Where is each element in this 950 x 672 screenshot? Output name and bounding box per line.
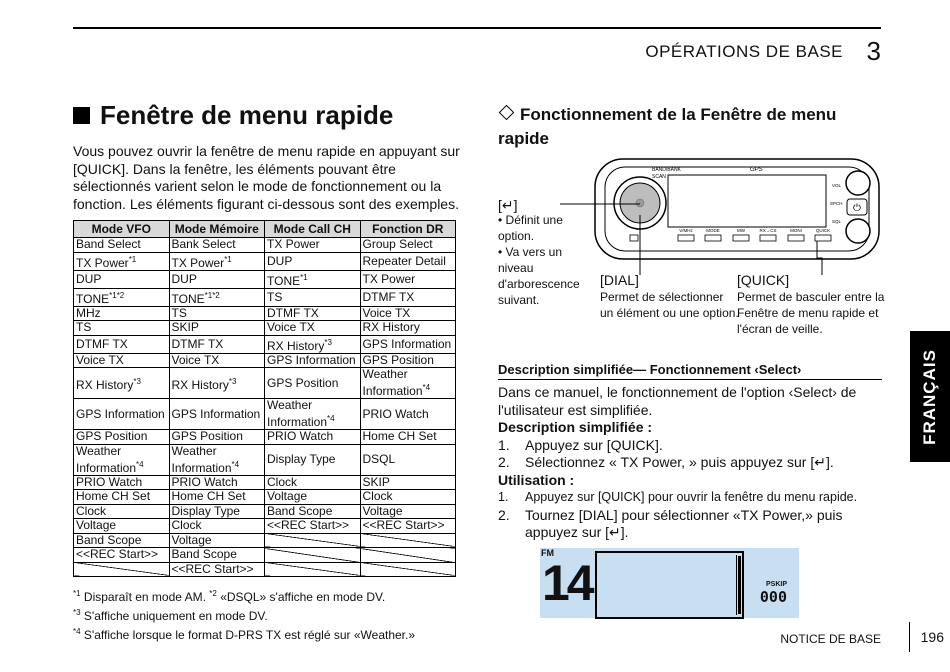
enter-key-description xyxy=(498,212,598,308)
vol-label: VOL xyxy=(832,183,842,188)
key-label: MODE xyxy=(706,228,720,233)
table-cell: Home CH Set xyxy=(169,490,265,505)
table-cell: TX Power$^{*1}$ xyxy=(74,252,170,270)
language-tab: FRANÇAIS xyxy=(910,331,950,462)
page-number: 196 xyxy=(920,629,944,645)
table-cell: GPS Position xyxy=(169,430,265,445)
table-cell: RX History$^{*3}$ xyxy=(265,335,361,353)
table-cell: Display Type xyxy=(169,504,265,519)
footer-manual-name: NOTICE DE BASE xyxy=(780,632,881,646)
band-bank-label: BAND/BANK xyxy=(652,167,681,173)
table-cell: Band Scope xyxy=(169,548,265,563)
table-cell: DUP xyxy=(169,270,265,288)
table-cell: Voice TX xyxy=(74,353,170,368)
section-heading-text: Fonctionnement de la Fenêtre de menu rapide xyxy=(498,105,837,148)
table-cell: RX History$^{*3}$ xyxy=(169,368,265,399)
table-row xyxy=(74,475,456,490)
table-cell: GPS Position xyxy=(265,368,361,399)
table-cell: MHz xyxy=(74,306,170,321)
table-cell: Voice TX xyxy=(169,353,265,368)
diamond-bullet-icon xyxy=(499,105,515,121)
footnote: $^{*1}$ Disparaît en mode AM. $^{*2}$ «DSQL» s'affiche en mode DV. xyxy=(73,589,386,604)
table-cell xyxy=(265,562,361,577)
column-header: Mode VFO xyxy=(74,221,170,238)
front-key[interactable] xyxy=(678,235,694,241)
table-cell: Voltage xyxy=(74,519,170,534)
table-row xyxy=(74,335,456,353)
channel-number: 000 xyxy=(759,588,787,606)
table-cell: $TONE^{*1*2}$ xyxy=(169,288,265,306)
usage-title: Utilisation : xyxy=(498,471,575,488)
list-item: 1. Appuyez sur [QUICK]. xyxy=(498,436,663,453)
table-cell: DUP xyxy=(265,252,361,270)
table-cell: DSQL xyxy=(360,444,456,475)
table-cell xyxy=(360,548,456,563)
radio-display xyxy=(668,175,826,227)
quick-menu-window xyxy=(595,551,744,619)
table-row xyxy=(74,288,456,306)
table-cell xyxy=(265,533,361,548)
table-cell: <<REC Start>> xyxy=(169,562,265,577)
table-cell: Repeater Detail xyxy=(360,252,456,270)
table-cell: <<REC Start>> xyxy=(74,548,170,563)
sql-label: SQL xyxy=(832,219,842,224)
table-cell: TONE$^{*1}$ xyxy=(265,270,361,288)
table-cell: GPS Information xyxy=(169,399,265,430)
key-label: MW xyxy=(737,228,745,233)
table-header-row xyxy=(74,221,456,238)
menu-items-table xyxy=(73,220,456,577)
list-item: 2. Sélectionnez « TX Power, » puis appuyez sur [↵]. xyxy=(498,454,834,470)
table-cell: TX Power xyxy=(360,270,456,288)
table-cell: GPS Information xyxy=(360,335,456,353)
table-cell xyxy=(360,533,456,548)
description-title: Description simplifiée : xyxy=(498,419,653,435)
vol-knob[interactable] xyxy=(846,171,870,195)
table-cell: PRIO Watch xyxy=(169,475,265,490)
column-header: Fonction DR xyxy=(360,221,456,238)
key-label: MONI xyxy=(790,228,802,233)
table-row xyxy=(74,368,456,399)
table-cell: DUP xyxy=(74,270,170,288)
table-cell: Display Type xyxy=(265,444,361,475)
sql-knob[interactable] xyxy=(846,219,870,243)
table-row xyxy=(74,519,456,534)
table-cell: Home CH Set xyxy=(360,430,456,445)
table-cell: TS xyxy=(265,288,361,306)
front-key[interactable] xyxy=(788,235,804,241)
table-cell: <<REC Start>> xyxy=(360,519,456,534)
enter-button[interactable] xyxy=(636,199,644,207)
table-cell: Band Select xyxy=(74,238,170,253)
table-cell: Voltage xyxy=(169,533,265,548)
table-row xyxy=(74,444,456,475)
footnotes xyxy=(73,586,415,643)
table-cell: DTMF TX xyxy=(74,335,170,353)
table-cell: Voltage xyxy=(265,490,361,505)
table-cell: RX History xyxy=(360,321,456,336)
pskip-indicator: PSKIP xyxy=(765,581,787,588)
table-row xyxy=(74,252,456,270)
table-cell: GPS Position xyxy=(360,353,456,368)
table-cell: PRIO Watch xyxy=(265,430,361,445)
table-cell: DTMF TX xyxy=(169,335,265,353)
table-row xyxy=(74,399,456,430)
subsection-heading: Description simplifiée— Fonctionnement ‹Select› xyxy=(498,362,882,380)
table-row xyxy=(74,533,456,548)
key-label: QUICK xyxy=(815,228,831,233)
lcd-screenshot xyxy=(540,548,799,618)
table-cell: RX History$^{*3}$ xyxy=(74,368,170,399)
table-cell: Weather Information$^{*4}$ xyxy=(360,368,456,399)
small-key[interactable] xyxy=(630,235,638,241)
table-row xyxy=(74,504,456,519)
front-key[interactable] xyxy=(705,235,721,241)
front-key[interactable] xyxy=(815,235,831,241)
table-cell: Band Scope xyxy=(265,504,361,519)
table-cell: TS xyxy=(74,321,170,336)
quick-description: Permet de basculer entre la Fenêtre de menu rapide et l'écran de veille. xyxy=(737,290,885,336)
table-cell: Bank Select xyxy=(169,238,265,253)
table-cell: GPS Information xyxy=(74,399,170,430)
table-cell: DTMF TX xyxy=(360,288,456,306)
list-item: 1. Appuyez sur [QUICK] pour ouvrir la fenêtre du menu rapide. xyxy=(498,490,858,504)
table-row xyxy=(74,562,456,577)
table-cell xyxy=(74,562,170,577)
scan-label: SCAN xyxy=(652,174,666,180)
power-icon: ⏻ xyxy=(853,203,861,214)
table-cell: Home CH Set xyxy=(74,490,170,505)
table-cell: Weather Information$^{*4}$ xyxy=(265,399,361,430)
front-key[interactable] xyxy=(733,235,749,241)
gps-label: GPS xyxy=(750,167,763,173)
section-heading xyxy=(498,103,878,151)
page-title xyxy=(73,100,393,131)
table-row xyxy=(74,353,456,368)
frequency-digits: 14 xyxy=(542,555,592,611)
enter-key-label: [↵] xyxy=(498,197,518,213)
enter-desc-line-2: • Va vers un niveau d'arborescence suivant. xyxy=(498,245,580,307)
radio-front-panel-illustration xyxy=(560,155,882,275)
table-row xyxy=(74,430,456,445)
table-cell: Weather Information$^{*4}$ xyxy=(74,444,170,475)
section-title: OPÉRATIONS DE BASE xyxy=(645,42,843,61)
table-row xyxy=(74,548,456,563)
square-bullet-icon xyxy=(73,107,90,124)
table-cell: Group Select xyxy=(360,238,456,253)
table-cell: TX Power xyxy=(265,238,361,253)
table-cell: Clock xyxy=(169,519,265,534)
footnote: $^{*3}$ S'affiche uniquement en mode DV. xyxy=(73,608,268,623)
table-cell xyxy=(265,548,361,563)
intro-text: Dans ce manuel, le fonctionnement de l'option ‹Select› de l'utilisateur est simplifiée. xyxy=(498,384,857,418)
scrollbar xyxy=(736,555,743,615)
list-item: 2. Tournez [DIAL] pour sélectionner «TX Power,» puis appuyez sur [↵]. xyxy=(498,506,843,540)
quick-label: [QUICK] xyxy=(737,272,790,288)
key-label: V/MHz xyxy=(679,228,693,233)
table-row xyxy=(74,490,456,505)
chapter-number: 3 xyxy=(866,36,881,66)
dial-label: [DIAL] xyxy=(600,272,639,288)
table-row xyxy=(74,306,456,321)
table-cell: GPS Information xyxy=(265,353,361,368)
table-row xyxy=(74,270,456,288)
table-cell: Voltage xyxy=(360,504,456,519)
table-cell: PRIO Watch xyxy=(360,399,456,430)
spch-label: SPCH xyxy=(830,201,843,206)
table-cell: Clock xyxy=(74,504,170,519)
dial-description: Permet de sélectionner un élément ou une option. xyxy=(600,290,739,320)
simplified-description xyxy=(498,384,882,542)
table-cell: PRIO Watch xyxy=(74,475,170,490)
enter-desc-line-1: • Définit une option. xyxy=(498,213,563,243)
intro-paragraph: Vous pouvez ouvrir la fenêtre de menu rapide en appuyant sur [QUICK]. Dans la fenêtre, les éléments pouvant être sélectionnés varient selon le mode de fonctionnement ou la fonction. Les éléments figurant ci-dessous sont des exemples. xyxy=(73,143,460,212)
front-key[interactable] xyxy=(760,235,776,241)
table-cell: TX Power$^{*1}$ xyxy=(169,252,265,270)
table-cell: SKIP xyxy=(169,321,265,336)
footnote: $^{*4}$ S'affiche lorsque le format D-PRS TX est réglé sur «Weather.» xyxy=(73,627,416,642)
table-cell: Voice TX xyxy=(360,306,456,321)
table-cell: GPS Position xyxy=(74,430,170,445)
header-rule xyxy=(73,27,881,29)
table-cell: DTMF TX xyxy=(265,306,361,321)
page-divider xyxy=(909,622,910,652)
key-label: RX→CS xyxy=(759,228,777,233)
column-header: Mode Mémoire xyxy=(169,221,265,238)
table-row xyxy=(74,321,456,336)
table-cell: SKIP xyxy=(360,475,456,490)
mode-indicator: FM xyxy=(541,548,554,558)
table-cell: Clock xyxy=(360,490,456,505)
page-title-text: Fenêtre de menu rapide xyxy=(100,100,394,130)
table-cell: TS xyxy=(169,306,265,321)
table-cell: $TONE^{*1*2}$ xyxy=(74,288,170,306)
table-cell: <<REC Start>> xyxy=(265,519,361,534)
table-cell: Weather Information$^{*4}$ xyxy=(169,444,265,475)
table-cell: Voice TX xyxy=(265,321,361,336)
table-row xyxy=(74,238,456,253)
table-cell: Band Scope xyxy=(74,533,170,548)
column-header: Mode Call CH xyxy=(265,221,361,238)
table-cell: Clock xyxy=(265,475,361,490)
table-cell xyxy=(360,562,456,577)
